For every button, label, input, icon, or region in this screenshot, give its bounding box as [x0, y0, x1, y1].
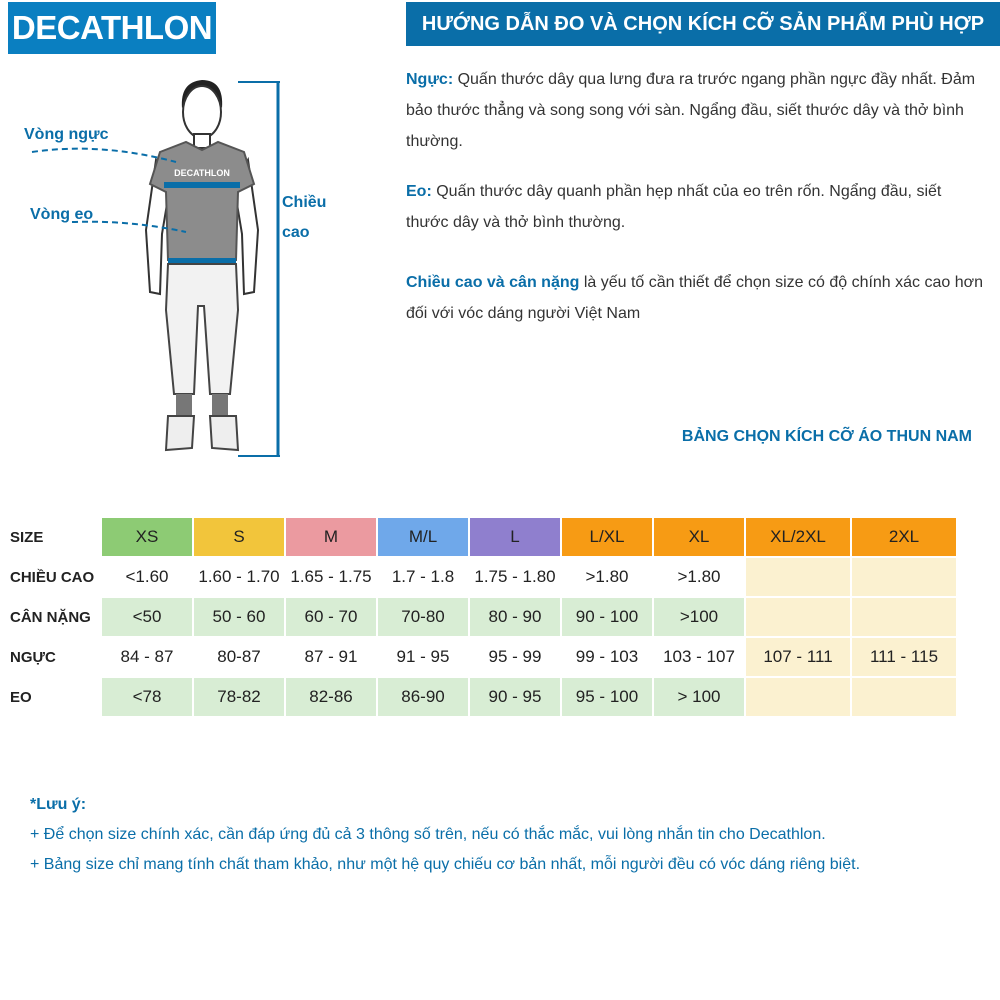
- shirt-logo-text: DECATHLON: [174, 168, 230, 178]
- note-line-2: + Bảng size chỉ mang tính chất tham khảo, như một hệ quy chiếu cơ bản nhất, mỗi người đều có vóc dáng riêng biệt.: [30, 856, 861, 873]
- table-cell-empty: [852, 678, 956, 716]
- size-chart-table: [8, 516, 958, 718]
- chest-instruction: [406, 64, 986, 157]
- table-cell: 82-86: [286, 678, 376, 716]
- table-cell-empty: [852, 598, 956, 636]
- table-row-waist: [10, 678, 956, 716]
- chest-circumference-label: Vòng ngực: [24, 126, 109, 143]
- table-cell: <1.60: [125, 567, 169, 586]
- table-cell: 70-80: [378, 598, 468, 636]
- waist-instruction-text: Quấn thước dây quanh phần hẹp nhất của eo trên rốn. Ngẩng đầu, siết thước dây và thở bình thường.: [406, 183, 942, 231]
- row-label-size: SIZE: [10, 528, 44, 546]
- guide-title-banner: [406, 2, 1000, 46]
- table-cell: 111 - 115: [852, 638, 956, 676]
- waist-instruction: [406, 176, 986, 238]
- note-line-1: + Để chọn size chính xác, cần đáp ứng đủ cả 3 thông số trên, nếu có thắc mắc, vui lòng nhắn tin cho Decathlon.: [30, 826, 826, 843]
- table-cell: >100: [654, 598, 744, 636]
- row-label-weight: CÂN NẶNG: [10, 608, 91, 626]
- height-weight-instruction: [406, 267, 986, 329]
- table-cell: 84 - 87: [120, 647, 174, 666]
- table-cell: 1.7 - 1.8: [391, 567, 455, 586]
- table-cell: 50 - 60: [194, 598, 284, 636]
- size-header-2xl: 2XL: [852, 518, 956, 556]
- table-cell: <50: [102, 598, 192, 636]
- table-cell: 95 - 100: [562, 678, 652, 716]
- table-cell: <78: [102, 678, 192, 716]
- size-header-l: L: [470, 518, 560, 556]
- table-cell: 86-90: [378, 678, 468, 716]
- table-cell: > 100: [654, 678, 744, 716]
- table-row-size: [10, 518, 956, 556]
- table-cell: 95 - 99: [488, 647, 542, 666]
- table-cell: 90 - 100: [562, 598, 652, 636]
- table-cell: 107 - 111: [746, 638, 850, 676]
- height-label-line1: Chiều: [282, 194, 327, 211]
- size-header-m: M: [286, 518, 376, 556]
- size-header-xl: XL: [654, 518, 744, 556]
- table-row-chest: [10, 638, 956, 676]
- chest-instruction-title: Ngực:: [406, 71, 454, 88]
- table-cell: 87 - 91: [304, 647, 358, 666]
- page-title: HƯỚNG DẪN ĐO VÀ CHỌN KÍCH CỠ SẢN PHẨM PHÙ HỢP: [421, 12, 985, 35]
- size-header-s: S: [194, 518, 284, 556]
- waist-instruction-title: Eo:: [406, 183, 432, 200]
- height-weight-instruction-text: là yếu tố cần thiết để chọn size có độ chính xác cao hơn đối với vóc dáng người Việt Nam: [406, 274, 984, 322]
- table-cell: 91 - 95: [396, 647, 450, 666]
- table-cell: 80 - 90: [470, 598, 560, 636]
- table-cell-empty: [852, 558, 956, 596]
- size-header-xs: XS: [102, 518, 192, 556]
- size-header-ml: M/L: [378, 518, 468, 556]
- row-label-chest: NGỰC: [10, 648, 56, 666]
- size-chart-title: BẢNG CHỌN KÍCH CỠ ÁO THUN NAM: [681, 428, 972, 445]
- height-label-line2: cao: [282, 224, 310, 241]
- decathlon-logo: [8, 2, 216, 54]
- row-label-waist: EO: [10, 688, 32, 706]
- table-cell-empty: [746, 678, 850, 716]
- table-cell: 1.60 - 1.70: [198, 567, 280, 586]
- table-cell: 60 - 70: [286, 598, 376, 636]
- waist-circumference-label: Vòng eo: [30, 206, 94, 223]
- table-cell: >1.80: [677, 567, 721, 586]
- logo-text: DECATHLON: [11, 9, 213, 46]
- measurement-figure: [0, 60, 340, 470]
- table-cell: 78-82: [194, 678, 284, 716]
- table-cell: 103 - 107: [663, 647, 735, 666]
- table-cell: 99 - 103: [575, 647, 639, 666]
- notes-title: *Lưu ý:: [30, 796, 87, 813]
- size-header-xl2xl: XL/2XL: [746, 518, 850, 556]
- chest-instruction-text: Quấn thước dây qua lưng đưa ra trước ngang phần ngực đầy nhất. Đảm bảo thước thẳng và song song với sàn. Ngẩng đầu, siết thước dây và thở bình thường.: [406, 71, 976, 150]
- table-cell: 90 - 95: [470, 678, 560, 716]
- row-label-height: CHIỀU CAO: [10, 568, 95, 586]
- height-weight-instruction-title: Chiều cao và cân nặng: [406, 274, 580, 291]
- table-row-weight: [10, 598, 956, 636]
- table-row-height: [10, 558, 956, 596]
- size-header-lxl: L/XL: [562, 518, 652, 556]
- table-cell: 1.75 - 1.80: [474, 567, 556, 586]
- table-cell: >1.80: [585, 567, 629, 586]
- table-cell-empty: [746, 598, 850, 636]
- table-cell: 1.65 - 1.75: [290, 567, 372, 586]
- table-cell: 80-87: [217, 647, 261, 666]
- notes-section: [30, 790, 970, 880]
- table-cell-empty: [746, 558, 850, 596]
